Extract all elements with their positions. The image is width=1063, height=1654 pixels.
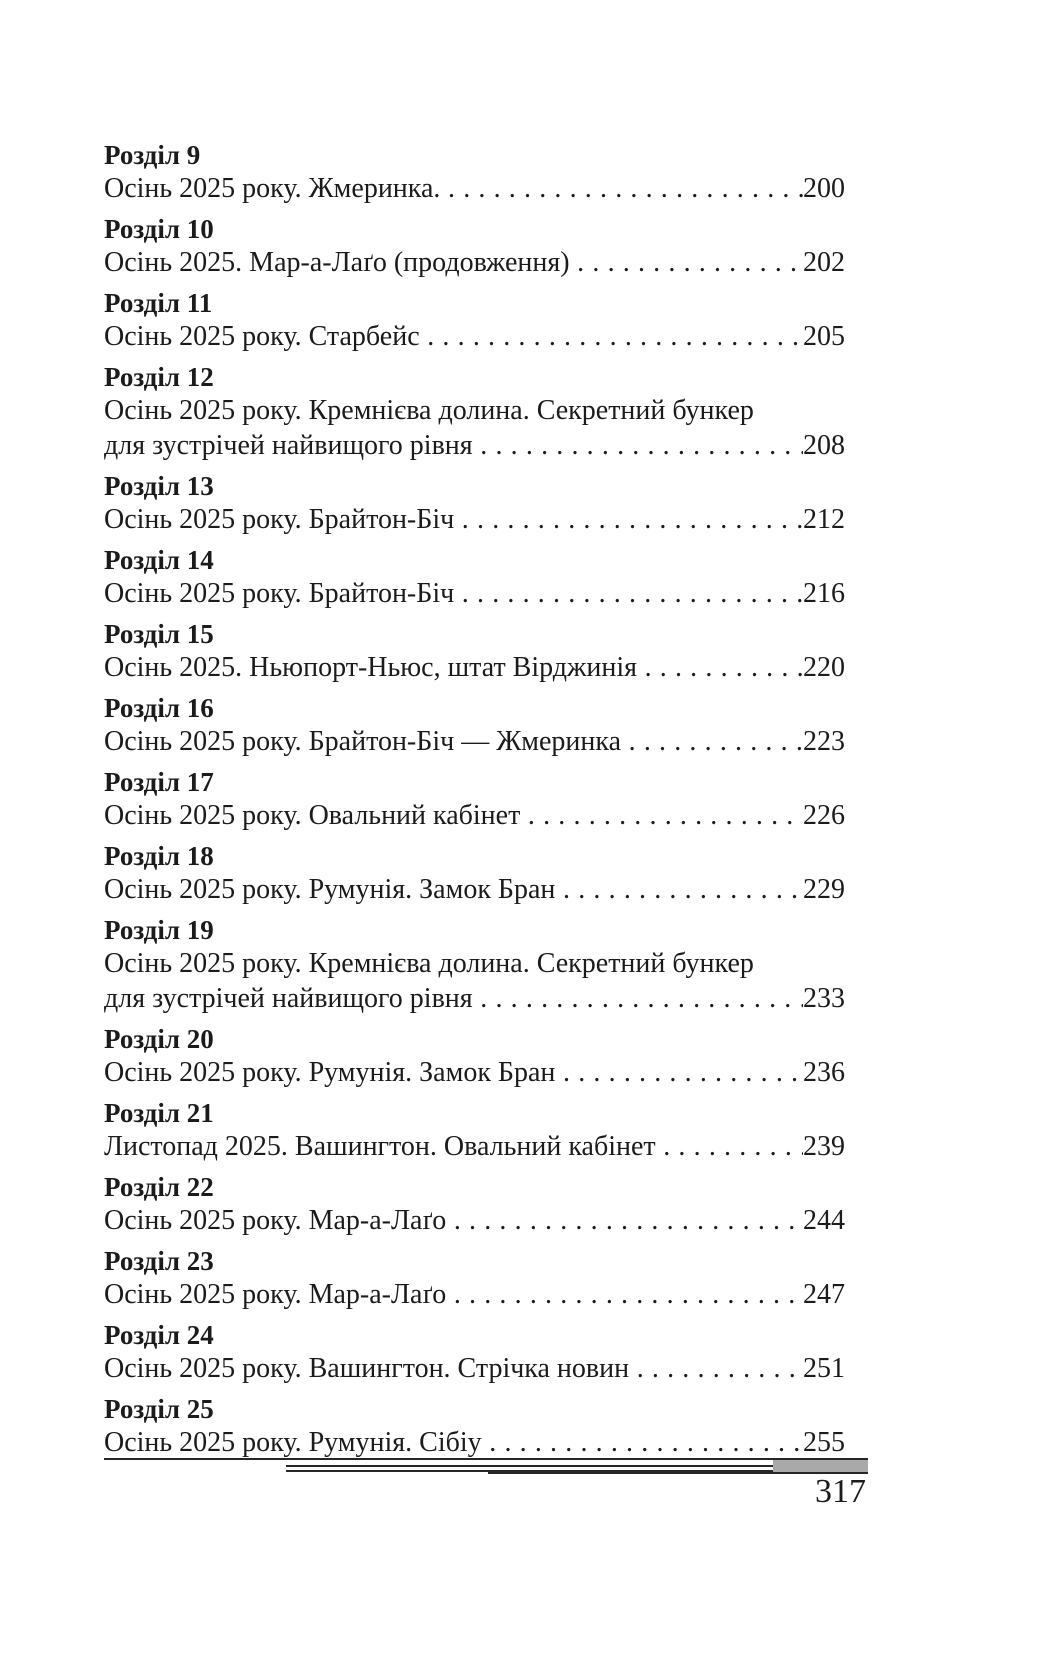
dot-leader	[621, 725, 803, 758]
toc-chapter-heading: Розділ 13	[104, 471, 214, 501]
toc-entry-page: 229	[803, 874, 845, 905]
toc-entry-line	[104, 1426, 845, 1459]
toc-entry-line	[104, 320, 845, 353]
toc-entry-page: 236	[803, 1057, 845, 1088]
toc-entry	[104, 1319, 845, 1385]
footer-rule-bottom	[488, 1472, 868, 1474]
toc-entry-line	[104, 172, 845, 205]
dot-leader	[570, 246, 803, 279]
toc-entry	[104, 544, 845, 610]
toc-chapter-heading: Розділ 11	[104, 288, 213, 318]
toc-entry-page: 205	[803, 321, 845, 352]
dot-leader	[629, 1352, 803, 1385]
toc-chapter-heading: Розділ 23	[104, 1246, 214, 1276]
toc-entry-line	[104, 1204, 845, 1237]
toc-entry-title: Осінь 2025 року. Овальний кабінет	[104, 800, 521, 831]
toc-entry	[104, 1171, 845, 1237]
footer-rule-middle-upper	[286, 1465, 773, 1467]
dot-leader	[454, 503, 803, 536]
dot-leader	[555, 1056, 803, 1089]
toc-list	[104, 139, 845, 1459]
toc-entry-page: 255	[803, 1427, 845, 1458]
footer-rule-top	[104, 1458, 868, 1460]
toc-entry-line	[104, 1352, 845, 1385]
toc-entry-page: 200	[803, 173, 845, 204]
toc-entry-line	[104, 246, 845, 279]
toc-entry-page: 216	[803, 578, 845, 609]
toc-entry	[104, 361, 845, 462]
toc-entry-title: для зустрічей найвищого рівня	[104, 430, 473, 461]
toc-entry-page: 226	[803, 800, 845, 831]
toc-entry	[104, 692, 845, 758]
toc-entry	[104, 1393, 845, 1459]
toc-entry-title: Осінь 2025 року. Брайтон-Біч	[104, 504, 455, 535]
toc-entry-page: 208	[803, 430, 845, 461]
toc-entry-line	[104, 947, 845, 980]
toc-entry-line	[104, 503, 845, 536]
toc-entry-page: 251	[803, 1353, 845, 1384]
toc-entry	[104, 1097, 845, 1163]
toc-entry-title: Осінь 2025 року. Вашингтон. Стрічка новин	[104, 1353, 630, 1384]
toc-entry-page: 233	[803, 983, 845, 1014]
dot-leader	[555, 873, 803, 906]
toc-entry-title: Осінь 2025. Мар-а-Лаґо (продовження)	[104, 247, 570, 278]
toc-entry-page: 239	[803, 1131, 845, 1162]
footer-rules	[104, 1458, 868, 1475]
toc-entry-title: Листопад 2025. Вашингтон. Овальний кабінет	[104, 1131, 656, 1162]
toc-entry-line	[104, 725, 845, 758]
dot-leader	[440, 172, 803, 205]
toc-entry-line	[104, 394, 845, 427]
toc-entry	[104, 840, 845, 906]
toc-chapter-heading: Розділ 10	[104, 214, 214, 244]
page-number: 317	[815, 1473, 866, 1510]
toc-chapter-heading: Розділ 19	[104, 915, 214, 945]
toc-entry-page: 247	[803, 1279, 845, 1310]
toc-chapter-heading: Розділ 14	[104, 545, 214, 575]
toc-entry-line	[104, 799, 845, 832]
toc-entry	[104, 618, 845, 684]
toc-entry-title: Осінь 2025 року. Жмеринка.	[104, 173, 441, 204]
toc-entry	[104, 213, 845, 279]
toc-entry	[104, 1023, 845, 1089]
dot-leader	[520, 799, 803, 832]
toc-entry-page: 212	[803, 504, 845, 535]
toc-entry-title: Осінь 2025 року. Брайтон-Біч	[104, 578, 455, 609]
toc-chapter-heading: Розділ 20	[104, 1024, 214, 1054]
toc-entry-title: Осінь 2025. Ньюпорт-Ньюс, штат Вірджинія	[104, 652, 637, 683]
dot-leader	[473, 429, 803, 462]
toc-chapter-heading: Розділ 21	[104, 1098, 214, 1128]
dot-leader	[656, 1130, 803, 1163]
toc-chapter-heading: Розділ 16	[104, 693, 214, 723]
dot-leader	[420, 320, 803, 353]
toc-entry	[104, 139, 845, 205]
toc-chapter-heading: Розділ 22	[104, 1172, 214, 1202]
toc-entry	[104, 1245, 845, 1311]
dot-leader	[454, 577, 803, 610]
toc-entry-page: 202	[803, 247, 845, 278]
toc-entry-line	[104, 429, 845, 462]
toc-entry-title: Осінь 2025 року. Кремнієва долина. Секретний бункер	[104, 948, 754, 979]
toc-entry-title: Осінь 2025 року. Мар-а-Лаґо	[104, 1279, 447, 1310]
toc-entry-line	[104, 1278, 845, 1311]
toc-entry-title: Осінь 2025 року. Брайтон-Біч — Жмеринка	[104, 726, 622, 757]
toc-entry	[104, 914, 845, 1015]
toc-entry-page: 220	[803, 652, 845, 683]
toc-entry-title: Осінь 2025 року. Мар-а-Лаґо	[104, 1205, 447, 1236]
toc-entry-title: Осінь 2025 року. Кремнієва долина. Секретний бункер	[104, 395, 754, 426]
toc-entry-line	[104, 982, 845, 1015]
dot-leader	[446, 1204, 803, 1237]
toc-entry-line	[104, 577, 845, 610]
toc-entry	[104, 470, 845, 536]
toc-entry-page: 244	[803, 1205, 845, 1236]
toc-chapter-heading: Розділ 12	[104, 362, 214, 392]
toc-entry-line	[104, 1056, 845, 1089]
dot-leader	[482, 1426, 803, 1459]
toc-entry-line	[104, 651, 845, 684]
toc-chapter-heading: Розділ 15	[104, 619, 214, 649]
toc-entry-title: Осінь 2025 року. Старбейс	[104, 321, 420, 352]
toc-entry-line	[104, 1130, 845, 1163]
dot-leader	[446, 1278, 803, 1311]
toc-chapter-heading: Розділ 9	[104, 140, 201, 170]
toc-entry-title: Осінь 2025 року. Румунія. Замок Бран	[104, 1057, 556, 1088]
dot-leader	[473, 982, 803, 1015]
toc-entry	[104, 287, 845, 353]
toc-chapter-heading: Розділ 17	[104, 767, 214, 797]
toc-entry-title: для зустрічей найвищого рівня	[104, 983, 473, 1014]
toc-entry-page: 223	[803, 726, 845, 757]
toc-chapter-heading: Розділ 18	[104, 841, 214, 871]
toc-entry-line	[104, 873, 845, 906]
toc-chapter-heading: Розділ 24	[104, 1320, 214, 1350]
toc-entry-title: Осінь 2025 року. Румунія. Замок Бран	[104, 874, 556, 905]
toc-entry	[104, 766, 845, 832]
toc-chapter-heading: Розділ 25	[104, 1394, 214, 1424]
toc-entry-title: Осінь 2025 року. Румунія. Сібіу	[104, 1427, 482, 1458]
dot-leader	[637, 651, 803, 684]
